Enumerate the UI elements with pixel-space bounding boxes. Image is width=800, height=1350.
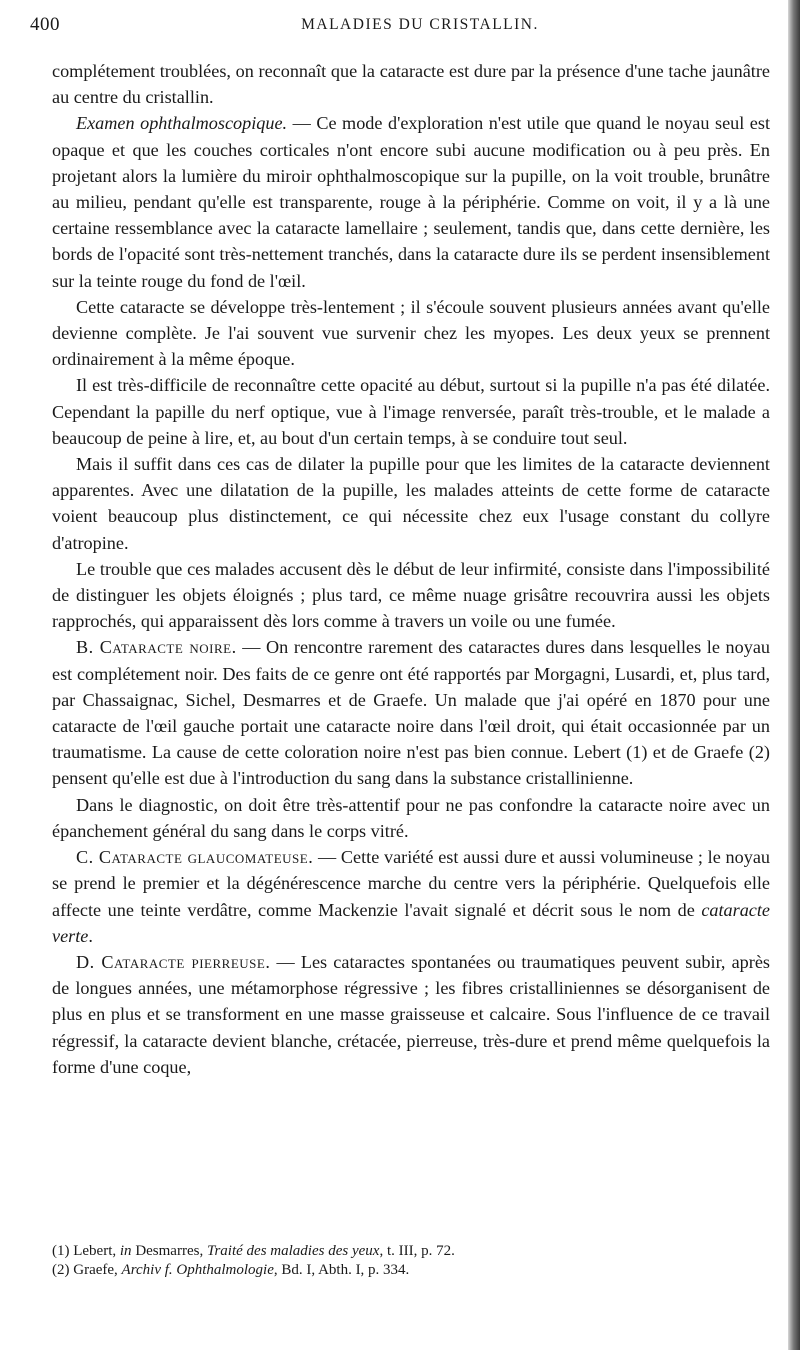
paragraph-text: — Cette variété est aussi dure et aussi volumineuse ; le noyau se prend le premier et la dégénérescence marche du centre vers la périphérie. Quelquefois elle affecte une teinte verdâtre, comme Mackenzie l'avait signalé et décrit sous le nom de [52,847,770,920]
paragraph: Cette cataracte se développe très-lentement ; il s'écoule souvent plusieurs années avant qu'elle devienne complète. Je l'ai souvent vue survenir chez les myopes. Les deux yeux se prennent ordinairement à la même époque. [52,296,770,370]
footnote-text: (1) Lebert, [52,1243,120,1259]
footnotes [52,1242,770,1280]
footnote-title: Archiv f. Ophthalmologie [121,1262,274,1278]
paragraph [52,110,770,293]
body-text [52,58,770,1080]
paragraph [52,844,770,949]
running-title: MALADIES DU CRISTALLIN. [301,16,539,33]
paragraph [52,634,770,791]
paragraph: Dans le diagnostic, on doit être très-attentif pour ne pas confondre la cataracte noire avec un épanchement général du sang dans le corps vitré. [52,794,770,841]
italic-term: cataracte verte [52,899,770,946]
paragraph: Le trouble que ces malades accusent dès le début de leur infirmité, consiste dans l'impossibilité de distinguer les objets éloignés ; plus tard, ce même nuage grisâtre recouvrira aussi les objets rapprochés, qui apparaissent dès lors comme à travers un voile ou une fumée. [52,558,770,632]
section-heading: C. Cataracte glaucomateuse. [76,847,314,868]
paragraph-text: — Ce mode d'exploration n'est utile que quand le noyau seul est opaque et que les couches corticales n'ont encore subi aucune modification ou à peu près. En projetant alors la lumière du miroir ophthalmoscopique sur la pupille, on la voit trouble, brunâtre au milieu, pendant qu'elle est transparente, rouge à la périphérie. Comme on voit, il y a là une certaine ressemblance avec la cataracte lamellaire ; seulement, tandis que, dans cette dernière, les bords de l'opacité sont très-nettement tranchés, dans la cataracte dure ils se perdent insensiblement sur la teinte rouge du fond de l'œil. [52,113,771,291]
paragraph-text: — On rencontre rarement des cataractes dures dans lesquelles le noyau est complétement noir. Des faits de ce genre ont été rapportés par Morgagni, Lusardi, et, plus tard, par Chassaignac, Sichel, Desmarres et de Graefe. Un malade que j'ai opéré en 1870 pour une cataracte de l'œil gauche portait une cataracte noire dans l'œil droit, qui était occasionnée par un traumatisme. La cause de cette coloration noire n'est pas bien connue. Lebert (1) et de Graefe (2) pensent qu'elle est due à l'introduction du sang dans la substance cristallinienne. [52,637,770,789]
paragraph: complétement troublées, on reconnaît que la cataracte est dure par la présence d'une tache jaunâtre au centre du cristallin. [52,61,770,108]
page-edge-shadow [788,0,800,1350]
section-heading: Examen ophthalmoscopique. [76,113,288,134]
footnote-text: , t. III, p. 72. [379,1243,455,1259]
paragraph [52,949,770,1080]
section-heading: B. Cataracte noire. [76,637,237,658]
page-number: 400 [30,14,60,35]
footnote-1 [52,1242,770,1261]
paragraph-text: . [88,925,93,946]
footnote-text: (2) Graefe, [52,1262,122,1278]
paragraph-text: — Les cataractes spontanées ou traumatiques peuvent subir, après de longues années, une métamorphose régressive ; les fibres cristalliniennes se désorganisent de plus en plus et se transforment en une masse graisseuse et calcaire. Sous l'influence de ce travail régressif, la cataracte devient blanche, crétacée, pierreuse, très-dure et prend même quelquefois la forme d'une coque, [52,951,770,1077]
paragraph: Il est très-difficile de reconnaître cette opacité au début, surtout si la pupille n'a pas été dilatée. Cependant la papille du nerf optique, vue à l'image renversée, paraît très-trouble, et le malade a beaucoup de peine à lire, et, au bout d'un certain temps, à se conduire tout seul. [52,375,770,448]
paragraph: Mais il suffit dans ces cas de dilater la pupille pour que les limites de la cataracte deviennent apparentes. Avec une dilatation de la pupille, les malades atteints de cette forme de cataracte voient beaucoup plus distinctement, ce qui nécessite chez eux l'usage constant du collyre d'atropine. [52,454,770,553]
footnote-text: , Bd. I, Abth. I, p. 334. [273,1262,410,1278]
footnote-title: Traité des maladies des yeux [206,1243,380,1259]
footnote-text: Desmarres, [131,1243,207,1259]
section-heading: D. Cataracte pierreuse. [76,951,271,972]
footnote-text: in [119,1243,132,1259]
footnote-2 [52,1261,770,1280]
page-header [30,14,790,40]
